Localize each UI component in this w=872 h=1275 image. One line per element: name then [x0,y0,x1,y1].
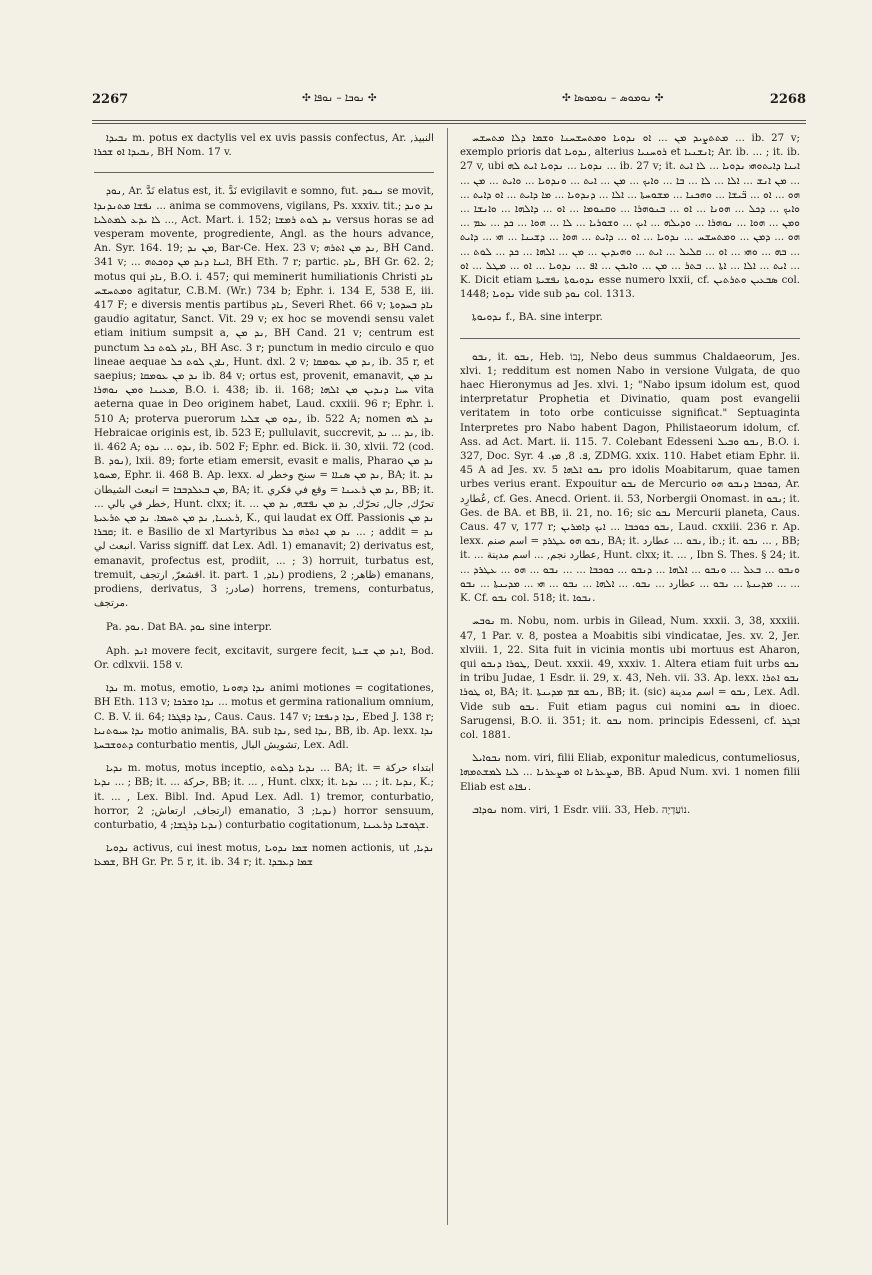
entry-naduya-cont: ܡܬܬܨܝܕ ܡܢ ... ܐܘ ܢܕܘܝܐ ܘܡܬܚܫܚܢܐ ܘܫܡܐ ܕܠܐ ܡܬܚܫܚ ... ib. 27 v; exemplo prioris dat ܢܕܘܝܐ, alterius ܪܘܚܢܝܐ et ܐܢܫܢܝܐ; Ar. ib. ... ; it. ib. 27 v, ubi ܢܕܘܝܐ ... ܢܕܘܝܐ ܐܝܬ ܠܗ ... ib. 27 v; it. ܐܝܢܐ ܕܐܝܬܘܗܝ ܢܕܘܝܐ ... ܠܐ ܐܝܬ ... ܡܢ ܐܢܫ ... ܐܠܐ ... ܠܐ ... ܒܐ ... ܘܐܝܟ ... ܡܢ ... ܐܝܬ ... ܘܢܕܘܝܐ ... ܘܐܝܬ ... ܡܢ ... ܗܘ ... ܐܘ ... ܒ̈ܝܫܐ ... ܘܗܟܢܐ ... ܡܫܘܚܬܐ ... ܐܠܐ ... ܕܢܕܘܝܐ ... ܡܐ ܕܐܝܬ ... ܐܘ ܕܐܝܬ ... ܘܐܝܟ ... ܕܟܠ ... ܗܘܢܐ ... ܐܘ ... ܒܢܘܗܪܐ ... ܘܩܢܘܡܐ ... ܐܘ ... ܕܐܠܗܐ ... ܘܐܢܫܐ ... ܘܡܢ ... ܗܘܐ ... ܢܘܗܪܐ ... ܘܕܝܠܗ ... ܐܝܟ ... ܘܫܘܪܝܐ ... ܠܐ ... ܗܘܐ ... ܟܕ ... ܥܡ ... ܗܘ ... ܕܡܢ ... ܘܡܬܚܫܚ ... ܢܕܘܝܐ ... ܐܘ ... ܕܐܝܬ ... ܗܘܐ ... ܕܫܝܢܐ ... ܗܝ ... ܕܐܝܬ ... ܒܗ ... ܘܗܝ ... ܐܘ ... ܩܠܝܠ ... ܐܝܬ ... ܘܗܝܕܝܢ ... ܡܢ ... ܐܠܗܐ ... ܟܕ ... ܠܘܬ ... ܐܝܬ ... ܐܠܐ ... ܐܬܐ ... ܒܬܪ ... ܡܢ ... ܘܐܝܟܢ ... ܐܦ ... ܢܕܘܝܐ ... ܐܘ ... ܡܛܠ ... ܐܘ ... K. Dicit etiam ܢܕܘܝܘܬܐ ܢܦܫܝܬܐ esse numero lxxii, cf. ܣܒܥܝܢ ܘܬܪܬܝܢ col. 1448; ܢܕܘܝܐ vide sub ܢܘܕ col. 1313. [460,133,800,301]
entry-pael: Pa. ܢܘܕ. Dat BA. ܢܘܕ sine interpr. [106,621,272,633]
entry-separator [94,172,434,173]
entry-separator [460,338,800,339]
entry-nadya: ܢܕܝܐ m. motus, motus inceptio, ܢܕܝܐ ܕܠܘܬ ... BA; it. ابتداء حركة = ܢܕܝܐ ... ; BB; it. ... حركة, BB; it. ... , Hunt. clxx; it. ܢܕܝܐ ... ; it. ܢܕܝܐ, K.; it. ... , Lex. Bibl. Ind. Apud Lex. Adl. 1) tremor, conturbatio, horror, ارتجاف, ارتعاش; 2) emanatio, ܢܕܝܐ; 3) horror sensuum, conturbatio, ܢܕܝܐ ܕܪܓܫܐ; 4) conturbatio cogitationum, ܫܓܘܫܝܐ ܕܪܥܝܢܐ. [94,763,434,831]
left-column [94,132,434,1225]
entry-naduya: ܢܕܘܝܐ activus, cui inest motus, ܫܡܐ ܢܕܘܝܐ nomen actionis, ut ܢܕܝܐ, ܫܡܥܐ, BH Gr. Pr. 5 r, it. ib. 34 r; it. ܫܡܐ ܕܥܒܕܐ [94,843,434,869]
entry-nud: ܢܘܕ, Ar. نَدَّ elatus est, it. نَدَّ evigilavit e somno, fut. ܢܢܘܕ se movit, ܢܦܫܐ ܡܬܢܕܢܕܐ ... anima se commovens, vigilans, Ps. xxxiv. tit.; ܢܕ ܘܢܕ ... ܠܐ ܝܕܥ ܠܡܬܠܝܐ, Act. Mart. i. 152; ܢܕ ܠܘܬ ܪܡܫܐ versus horas se ad vesperam movente, progrediente, Angl. as the hours advance, An. Syr. 164. 19; ܡܢ ܢܕ, Bar-Ce. Hex. 23 v; ܢܕ ܡܢ ܐܬܪܗ, BH Cand. 341 v; ... ܐܝܢܐ ܕܢܕ ܡܢ ܕܘܟܬܗ, BH Eth. 7 r; partic. ܢܐܕ, BH Gr. 62. 2; motus qui ܢܐܕ, B.O. i. 457; qui meminerit humiliationis Christi ܢܐܕ ܘܡܬܚܫܚ agitatur, C.B.M. (Wr.) 734 b; Ephr. i. 134 E, 538 E, iii. 417 F; e diversis mentis partibus ܢܐܕ, Severi Rhet. 66 v; ܢܐܕ ܒܚܕܘܬܐ gaudio agitatur, Sanct. Vit. 29 v; ex hoc se movendi sensu valet etiam initium sumpsit a, ܢܕ ܡܢ, BH Cand. 21 v; centrum est punctum ܢܐܕ ܠܘܬ ܟܠ, BH Asc. 3 r; punctum in medio circulo e quo lineae aequae ܢܐܕܢ ܠܘܬ ܟܠ, Hunt. dxl. 2 v; ܢܕ ܡܢ ܥܘܡܩܐ, ib. 35 r, et saepius; ܢܕ ܡܢ ܥܘܡܩܐ ib. 84 v; ortus est, provenit, emanavit, ܢܕ ܡܢ ܡܥܝܢܐ ܘܡܢ ܢܘܗܪܐ, B.O. i. 438; ib. ii. 168; ܚܝܐ ܕܢܕܝܢ ܡܢ ܐܠܗܐ vita aeterna quae in Deo originem habet, Laud. cxxiii. 96 r; Ephr. i. 510 A; proterva puerorum ܢܕܘ ܡܢ ܫܠܝܐ, ib. 522 A; nomen ܢܕ ܠܗ Hebraicae originis est, ib. 523 E; pullulavit, succrevit, ܢܕ ... ܢܕ, ib. ii. 462 A; ܢܕܘ ... ܢܕܘ, ib. 502 F; Ephr. ed. Bick. ii. 30, xlvii. 72 (cod. B. ܢܘܕ), lxii. 89; forte etiam emersit, evasit e malis, Pharao ܢܕ ܡܢ ܡܚܘܬܐ, Ephr. ii. 468 B. Ap. lexx. ܢܕ ܡܢ ܣܢܐܐ = سنح وخطر له, BA; it. ܢܕ ܡܢ ܒܥܠܕܒܒܐ = انبعث الشيطان, BA; it. ܢܕ ܡܢ ܪܥܝܢܐ = وقع في فكري, BB; it. ... خطر في بالي, Hunt. clxx; it. ... تحرّك, جال, تحرّك, ܢܕ ܡܢ ܢܦܫܗ, ܢܕ ܡܢ ܪܥܝܢܐ, ܢܕ ܡܢ ܬܚܡܐ. ܢܕ ܡܢ ܬܪܥܝܬܐ, K., qui laudat ex Off. Passionis ܢܕ ܡܢ ܩܒܪܐ; it. e Basilio de xl Martyribus ܢܕ ܡܢ ܐܬܪܗ ܟܠ ... ; addit ܢܕ = انبعث لي. Variss signiff. dat Lex. Adl. 1) emanavit; 2) derivatus est, emanavit, profectus est, prodiit, ... ; 3) horruit, turbatus est, tremuit, اقشعرّ, ارتجف. it. part. ܢܐܕ, 1) prodiens, ظاهر; 2) emanans, prodiens, derivatus, صادر; 3) horrens, tremens, conturbatus, مرتجف. [94,186,434,610]
column-divider [447,128,448,1225]
entry-nada: ܢܕܐ m. motus, emotio, ܢܕܐ ܕܗܘܢܐ animi motiones = cogitationes, BH Eth. 113 v; ܢܕܐ ܘܫܪܟܐ ... motus et germina rationalium omnium, C. B. V. ii. 64; ܢܕܐ ܕܦܓܪܐ, Caus. Caus. 147 v; ܢܕܐ ܕܢܦܫܐ, Ebed J. 138 r; ܢܕܐ ܚܝܘܬܢܝܐ motio animalis, BA. sub ܢܕܐ, sed ܢܕܐ, BB, ib. Ap. lexx. ܢܕܐ ܕܬܘܫܒܚܬܐ conturbatio mentis, تشويش البال, Lex. Adl. [94,683,434,751]
running-title-left: ✣ ܢܘܒܐ – ܢܘܦܐ ✣ [302,92,377,104]
entry-nabuel: ܢܒܘܐܝܠ nom. viri, filii Eliab, exponitur maledicus, contumeliosus, ܡܨܥܪܢܐ ܐܘ ܡܨܥܪܢܐ ... ܠܝܐ ܠܡܫܬܡܗܐ, BB. Apud Num. xvi. 1 nomen filii Eliab est ܢܦܐܬ. [460,753,800,793]
entry-nodab: ܢܘܕܐܒ nom. viri, 1 Esdr. viii. 33, Heb. נוֹעַדְיָה. [472,804,691,816]
running-title-right: ✣ ܢܘܡܘܣ – ܢܘܡܘܣܐ ✣ [562,92,664,104]
entry-nobu: ܢܘܒܚ m. Nobu, nom. urbis in Gilead, Num. xxxii. 3, 38, xxxiii. 47, 1 Par. v. 8, postea a Moabitis sibi vindicatae, Jes. xv. 2, Jer. xlviii. 1, 22. Sita fuit in vicinia montis ubi mortuus est Aharon, qui ܛܘܪܐ ܕܢܒܘ, Deut. xxxii. 49, xxxiv. 1. Altera etiam fuit urbs ܢܒܘ in tribu Judae, 1 Esdr. ii. 29, x. 43, Neh. vii. 33. Ap. lexx. ܢܒܘ ܐܬܪܐ ܐܘ ܛܘܪܐ, BA; it. ܢܒܘ ܫܡ ܡܕܝܢܬܐ, BB; it. (sic) ܢܒܘ = اسم مدينة, Lex. Adl. Vide sub ܢܒܘ. Fuit etiam pagus cui nomini ܢܒܘ in dioec. Sarugensi, B.O. ii. 351; it. ܢܒܘ nom. principis Edesseni, cf. ܐܒܓܪ col. 1881. [460,616,800,741]
right-column [460,132,800,1225]
entry-nabu: ܢܒܘ, it. ܢܒܘ, Heb. נְבוֹ, Nebo deus summus Chaldaeorum, Jes. xlvi. 1; redditum est nomen Nabo in versione Vulgata, de quo haec Hieronymus ad Jes. xlvi. 1; "Nabo ipsum idolum est, quod interpretatur Prophetia et Divinatio, quam post evangelii veritatem in toto orbe conticuisse significat." Septuaginta Interpretes pro Nabo habent Dagon, Philistaeorum idolum, cf. Ass. ad Act. Mart. ii. 115. 7. Colebant Edesseni ܢܒܘ ܘܒܝܠ, B.O. i. 327, Doc. Syr. ܦ. 8, ܡܙ. 4, ZDMG. xxix. 110. Habet etiam Ephr. ii. 45 A ad Jes. xv. 5 ܢܒܘ ܐܠܗܐ pro idolis Moabitarum, quae tamen urbes verius erant. Expouitur ܢܒܘ de Mercurio ܟܘܟܒܐ ܕܢܒܘ ܗܘ, Ar. عُطارِد, cf. Ges. Anecd. Orient. ii. 53, Norbergii Onomast. in ܢܒܘ; it. Ges. de BA. et BB, ii. 21, no. 16; sic ܢܒܘ Mercurii planeta, Caus. Caus. 47 v, 177 r; ܢܒܘ ܟܘܟܒܐ ... ܐܝܟ ܕܐܡܪܝܢ, Laud. cxxiii. 236 r. Ap. lexx. ܢܒܘ ܗܘ ܥܛܪܕ = اسم صنم, BA; it. ܢܒܘ ... عطارد, ib.; it. ܢܒܘ ... , BB; it. ... عطارد نجم, ... اسم مدينة, Hunt. clxx; it. ... , Ibn S. Thes. § 24; it. ... ܘܢܒܘ ... ܒܥܠ ... ܘܢܒܘ ... ܐܠܗܐ ... ܕܢܒܘ ... ܟܘܟܒܐ ... ... ܢܒܘ ... ܗܘ ... ܥܛܪܕ ... ܡܕܝܢܬܐ ... ܢܒܘ ... عطارد ... ܢܒܘ. ... ܐܠܗܐ ... ܢܒܘ ... ܗܝ ... ܡܕܝܢܬܐ ... ܢܒܘ ... K. Cf. ܢܒܘ col. 518; it. ܢܒܘܐ. [460,351,800,605]
running-head [92,92,806,114]
page-number-left: 2267 [92,92,129,107]
page-number-right: 2268 [769,92,806,107]
entry-nbida: ܢܒܝܕܐ m. potus ex dactylis vel ex uvis passis confectus, Ar. النبيذ, ܢܒܝܕܐ ܐܘ ܫܟܪܐ, BH Nom. 17 v. [94,133,434,159]
header-rule [92,120,806,124]
entry-aphel: Aph. ܐܢܕ movere fecit, excitavit, surgere fecit, ܐܢܕ ܡܢ ܫܢܬܐ, Bod. Or. cdlxvii. 158 v. [94,645,434,671]
entry-naduyuta: ܢܕܘܝܘܬܐ f., BA. sine interpr. [472,312,603,324]
